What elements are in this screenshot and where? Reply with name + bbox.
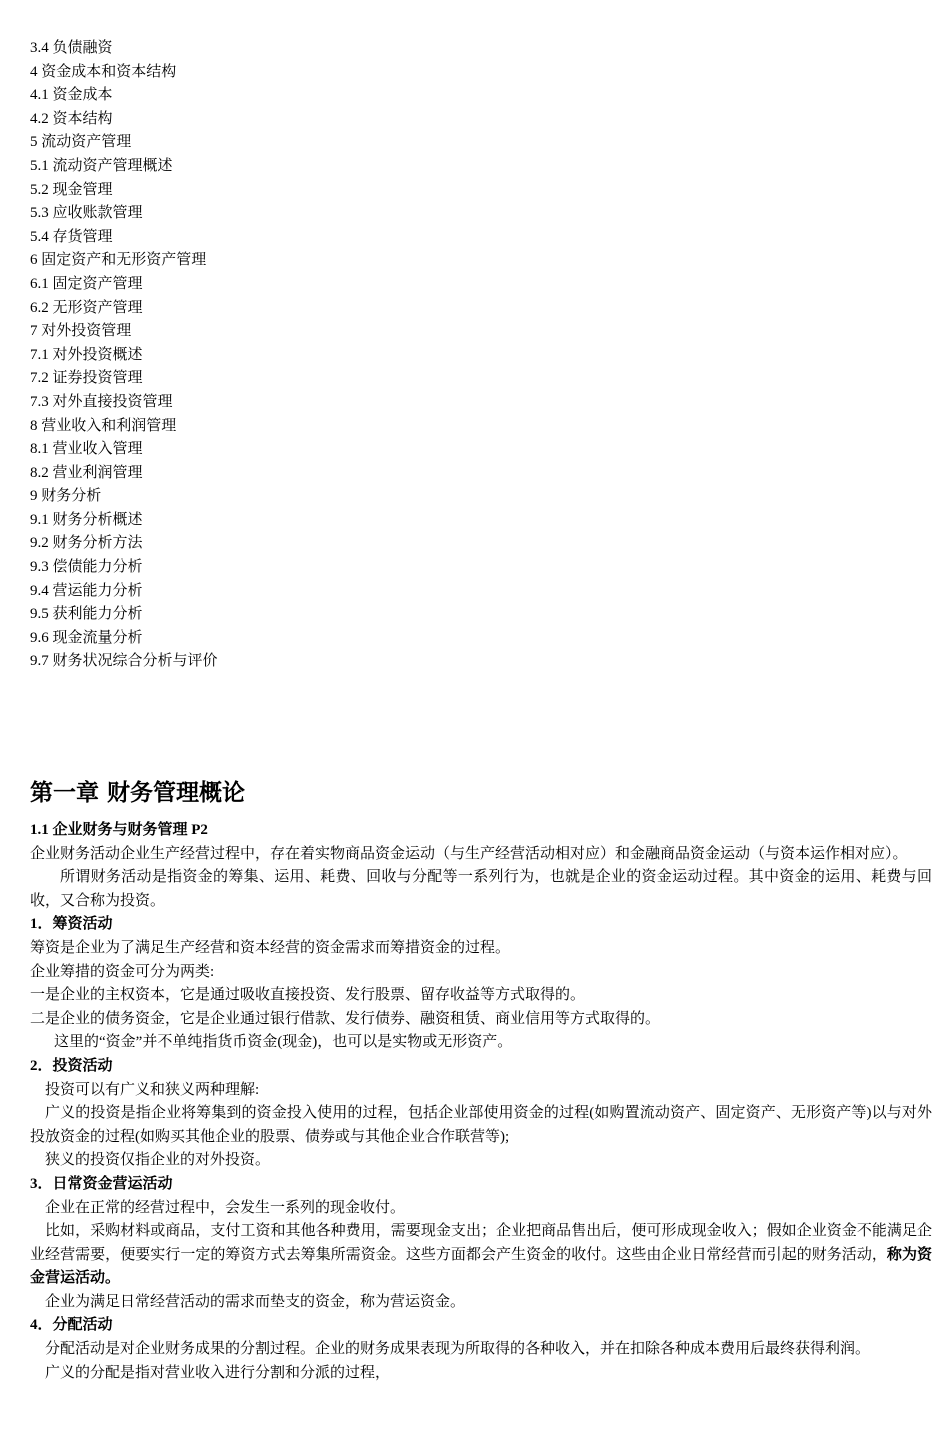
toc-item: 9.1 财务分析概述 <box>30 511 143 528</box>
toc-item: 6 固定资产和无形资产管理 <box>30 252 207 269</box>
definition-paragraph: 所谓财务活动是指资金的筹集、运用、耗费、回收与分配等一系列行为，也就是企业的资金运动过程。其中资金的运用、耗费与回收，又合称为投资。 <box>30 869 932 909</box>
toc-item: 9.6 现金流量分析 <box>30 629 143 646</box>
toc-item: 9.5 获利能力分析 <box>30 606 143 623</box>
toc-item: 4.2 资本结构 <box>30 110 113 127</box>
toc-item: 6.2 无形资产管理 <box>30 299 143 316</box>
distribution-heading: 4．分配活动 <box>30 1317 113 1334</box>
toc-item: 8.1 营业收入管理 <box>30 441 143 458</box>
toc-item: 7 对外投资管理 <box>30 323 132 340</box>
toc-item: 5.1 流动资产管理概述 <box>30 157 173 174</box>
toc-item: 8.2 营业利润管理 <box>30 464 143 481</box>
toc-item: 5 流动资产管理 <box>30 134 132 151</box>
financing-paragraph: 这里的“资金”并不单纯指货币资金(现金)，也可以是实物或无形资产。 <box>54 1034 513 1051</box>
distribution-paragraph: 广义的分配是指对营业收入进行分割和分派的过程， <box>45 1364 391 1381</box>
financing-paragraph: 二是企业的债务资金，它是企业通过银行借款、发行债券、融资租赁、商业信用等方式取得的。 <box>30 1010 661 1027</box>
operating-bold-text: 称为资金营运活动。 <box>30 1246 932 1287</box>
toc-item: 5.4 存货管理 <box>30 228 113 245</box>
chapter-body <box>30 819 932 1385</box>
toc-item: 6.1 固定资产管理 <box>30 275 143 292</box>
investment-heading: 2．投资活动 <box>30 1057 113 1074</box>
investment-paragraph: 广义的投资是指企业将筹集到的资金投入使用的过程，包括企业部使用资金的过程(如购置流动资产、固定资产、无形资产等)以与对外投放资金的过程(如购买其他企业的股票、债券或与其他企业合作联营等); <box>30 1105 932 1145</box>
toc-item: 8 营业收入和利润管理 <box>30 417 177 434</box>
toc-item: 4.1 资金成本 <box>30 87 113 104</box>
intro-paragraph: 企业财务活动企业生产经营过程中，存在着实物商品资金运动（与生产经营活动相对应）和金融商品资金运动（与资本运作相对应）。 <box>30 845 908 862</box>
financing-paragraph: 一是企业的主权资本，它是通过吸收直接投资、发行股票、留存收益等方式取得的。 <box>30 987 586 1004</box>
toc-item: 9.7 财务状况综合分析与评价 <box>30 653 218 670</box>
toc-item: 9.3 偿债能力分析 <box>30 559 143 576</box>
operating-paragraph <box>30 1220 932 1291</box>
toc-item: 7.2 证券投资管理 <box>30 370 143 387</box>
toc-item: 9.4 营运能力分析 <box>30 582 143 599</box>
financing-paragraph: 筹资是企业为了满足生产经营和资本经营的资金需求而筹措资金的过程。 <box>30 939 511 956</box>
investment-paragraph: 狭义的投资仅指企业的对外投资。 <box>45 1152 271 1169</box>
chapter-title: 第一章 财务管理概论 <box>30 780 246 806</box>
document-page <box>30 37 932 1381</box>
toc-item: 3.4 负债融资 <box>30 40 113 56</box>
toc-item: 5.2 现金管理 <box>30 181 113 198</box>
toc-item: 7.3 对外直接投资管理 <box>30 393 173 410</box>
financing-paragraph: 企业筹措的资金可分为两类: <box>30 963 215 980</box>
toc-item: 4 资金成本和资本结构 <box>30 63 177 80</box>
toc-item: 7.1 对外投资概述 <box>30 346 143 363</box>
toc-item: 9.2 财务分析方法 <box>30 535 143 552</box>
distribution-paragraph: 分配活动是对企业财务成果的分割过程。企业的财务成果表现为所取得的各种收入，并在扣除各种成本费用后最终获得利润。 <box>45 1341 871 1358</box>
operating-paragraph: 企业为满足日常经营活动的需求而垫支的资金，称为营运资金。 <box>45 1293 466 1310</box>
operating-heading: 3．日常资金营运活动 <box>30 1175 173 1192</box>
operating-paragraph: 企业在正常的经营过程中，会发生一系列的现金收付。 <box>45 1199 406 1216</box>
toc-item: 5.3 应收账款管理 <box>30 205 143 222</box>
financing-heading: 1．筹资活动 <box>30 916 113 933</box>
toc-item: 9 财务分析 <box>30 488 102 505</box>
operating-text: 比如，采购材料或商品，支付工资和其他各种费用，需要现金支出；企业把商品售出后，便可形成现金收入；假如企业资金不能满足企业经营需要，便要实行一定的筹资方式去筹集所需资金。这些方面都会产生资金的收付。这些由企业日常经营而引起的财务活动， <box>30 1223 932 1263</box>
investment-paragraph: 投资可以有广义和狭义两种理解: <box>45 1081 260 1098</box>
table-of-contents <box>30 37 932 674</box>
section-heading: 1.1 企业财务与财务管理 P2 <box>30 822 208 838</box>
